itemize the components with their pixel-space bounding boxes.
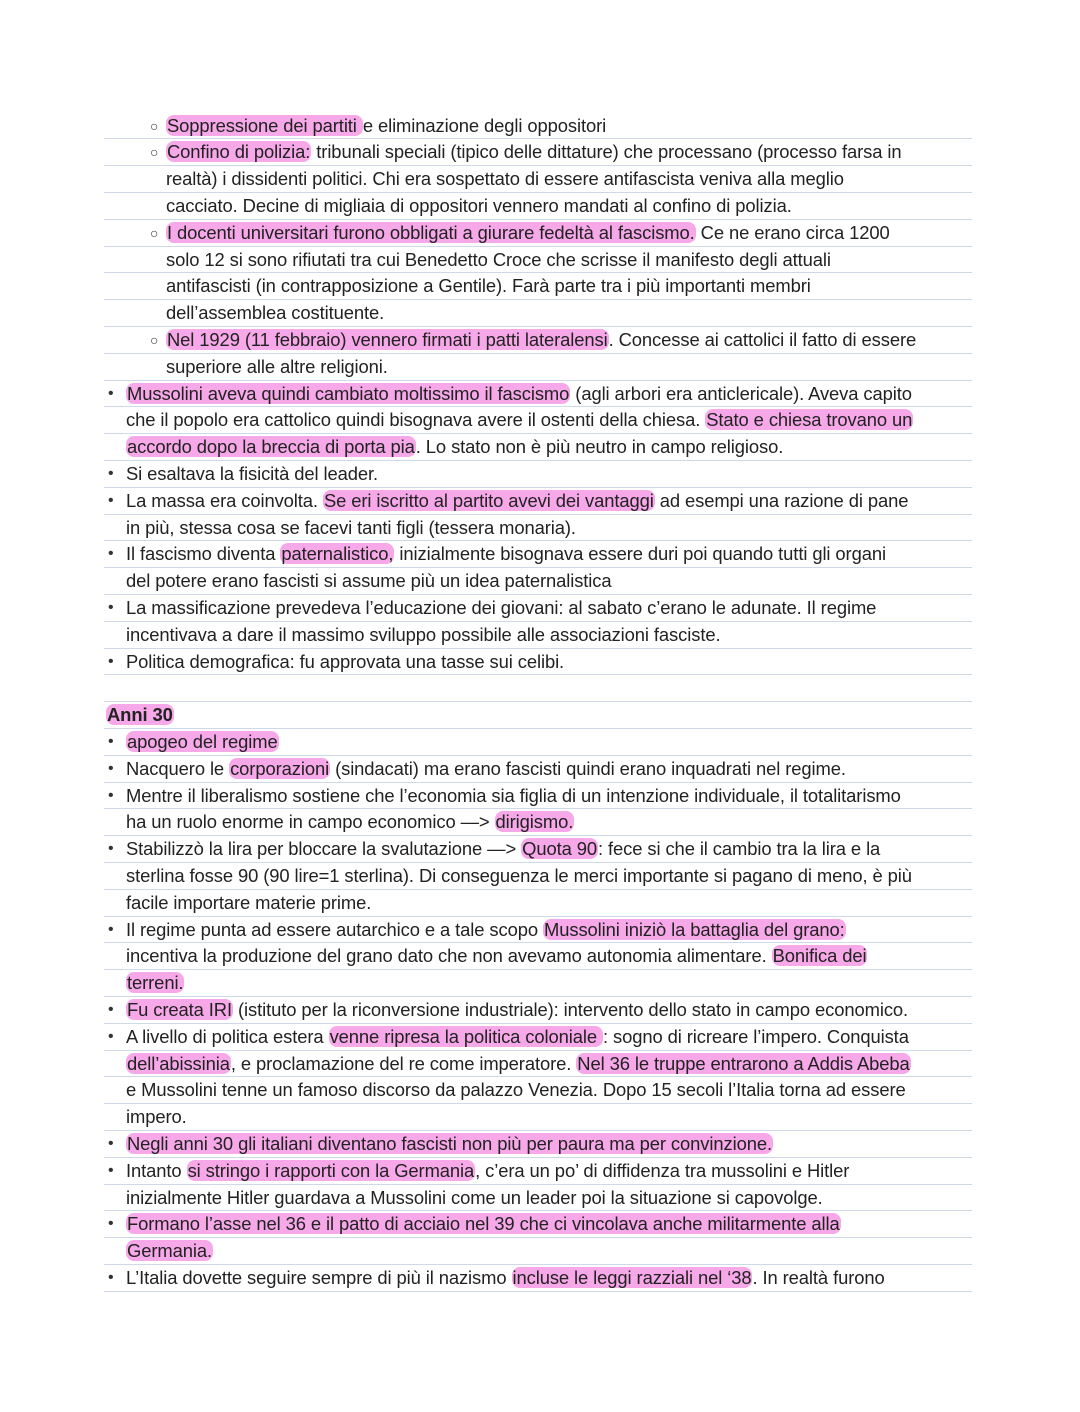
sub-bullet-marker: ○ (150, 332, 159, 348)
text-segment: ad esempi una razione di pane (654, 489, 909, 511)
note-line (126, 997, 908, 1024)
highlighted-text: Anni 30 (107, 704, 173, 726)
note-line (126, 381, 912, 408)
note-line (126, 970, 184, 997)
note-line (126, 1158, 849, 1185)
bullet-marker: • (108, 733, 114, 750)
text-segment: La massificazione prevedeva l’educazione dei giovani: al sabato c’erano le adunate. Il regime (126, 597, 877, 618)
highlighted-text: Stato e chiesa trovano un (706, 409, 913, 431)
ruled-line (104, 970, 972, 997)
text-segment: Intanto (126, 1159, 187, 1181)
text-segment: Il fascismo diventa (126, 543, 281, 565)
bullet-marker: • (108, 384, 114, 402)
text-segment: incentivava a dare il massimo sviluppo possibile alle associazioni fasciste. (126, 623, 721, 645)
note-line (126, 649, 564, 676)
highlighted-text: Se eri iscritto al partito avevi dei vantaggi (323, 489, 654, 511)
note-line (126, 809, 574, 836)
note-line (166, 113, 606, 140)
text-segment: ha un ruolo enorme in campo economico —> (126, 811, 495, 833)
highlighted-text: Formano l’asse nel 36 e il patto di acciaio nel 39 che ci vincolava anche militarmente alla (127, 1213, 840, 1235)
bullet-marker: • (108, 786, 114, 804)
note-line (126, 783, 901, 810)
text-segment: . Concesse ai cattolici il fatto di essere (608, 329, 917, 350)
sub-bullet-marker: ○ (150, 224, 159, 241)
text-segment: incentiva la produzione del grano dato che non avevamo autonomia alimentare. (126, 945, 772, 967)
text-segment: inizialmente Hitler guardava a Mussolini come un leader poi la situazione si capovolge. (126, 1186, 823, 1208)
note-line (126, 1131, 773, 1158)
note-line (166, 220, 890, 247)
note-line (126, 1211, 841, 1238)
bullet-marker: • (108, 1215, 114, 1233)
sub-bullet-marker: ○ (150, 117, 159, 134)
text-segment: Ce ne erano circa 1200 (695, 221, 890, 243)
text-segment: tribunali speciali (tipico delle dittature) che processano (processo farsa in (311, 141, 902, 163)
highlighted-text: terreni. (127, 972, 184, 994)
text-segment: e Mussolini tenne un famoso discorso da palazzo Venezia. Dopo 15 secoli l’Italia torna ad essere (126, 1079, 906, 1101)
note-line (166, 247, 831, 274)
text-segment: sterlina fosse 90 (90 lire=1 sterlina). Di conseguenza le merci importante si pagano di meno, è più (126, 865, 912, 886)
text-segment: Mentre il liberalismo sostiene che l’economia sia figlia di un intenzione individuale, il totalitarismo (126, 784, 901, 806)
highlighted-text: Negli anni 30 gli italiani diventano fascisti non più per paura ma per convinzione. (127, 1133, 772, 1154)
sub-bullet-marker: ○ (150, 144, 159, 161)
text-segment: : fece si che il cambio tra la lira e la (597, 838, 881, 860)
highlighted-text: dell’abissinia (127, 1052, 230, 1074)
bullet-marker: • (108, 840, 114, 858)
text-segment: superiore alle altre religioni. (166, 355, 388, 377)
text-segment: , e proclamazione del re come imperatore. (230, 1052, 577, 1074)
bullet-marker: • (108, 920, 114, 938)
text-segment: del potere erano fascisti si assume più un idea paternalistica (126, 570, 612, 592)
text-segment: antifascisti (in contrapposizione a Gentile). Farà parte tra i più importanti membri (166, 275, 811, 297)
text-segment: A livello di politica estera (126, 1025, 329, 1047)
text-segment: Il regime punta ad essere autarchico e a tale scopo (126, 918, 544, 940)
note-line (126, 488, 908, 515)
ruled-line (104, 675, 972, 702)
text-segment: Nacquero le (126, 757, 230, 779)
text-segment: Si esaltava la fisicità del leader. (126, 463, 379, 484)
note-line (126, 622, 720, 649)
bullet-marker: • (108, 1269, 114, 1286)
highlighted-text: paternalistico, (281, 543, 394, 565)
note-line (126, 595, 876, 622)
note-line (166, 273, 811, 300)
bullet-marker: • (108, 1161, 114, 1179)
highlighted-text: Soppressione dei partiti (167, 114, 362, 136)
note-line (126, 890, 371, 917)
highlighted-text: apogeo del regime (127, 731, 278, 752)
ruled-line (104, 1104, 972, 1131)
text-segment: cacciato. Decine di migliaia di oppositori vennero mandati al confino di polizia. (166, 195, 792, 216)
note-line (126, 461, 378, 488)
bullet-marker: • (108, 465, 114, 482)
note-line (126, 1051, 911, 1078)
highlighted-text: accordo dopo la breccia di porta pia (127, 436, 415, 458)
highlighted-text: Germania. (127, 1240, 212, 1262)
highlighted-text: incluse le leggi razziali nel ‘38 (512, 1267, 752, 1288)
note-line (126, 863, 912, 890)
text-segment: (agli arbori era anticlericale). Aveva capito (570, 382, 912, 404)
bullet-marker: • (108, 1027, 114, 1045)
note-line (126, 943, 867, 970)
section-heading (106, 702, 174, 729)
note-line (126, 1238, 213, 1265)
text-segment: : sogno di ricreare l’impero. Conquista (603, 1025, 909, 1047)
highlighted-text: Quota 90 (522, 838, 597, 860)
text-segment: dell’assemblea costituente. (166, 302, 385, 324)
note-line (126, 568, 612, 595)
note-line (126, 1024, 909, 1051)
highlighted-text: Mussolini aveva quindi cambiato moltissimo il fascismo (127, 382, 570, 404)
text-segment: L’Italia dovette seguire sempre di più il nazismo (126, 1267, 512, 1288)
text-segment: facile importare materie prime. (126, 891, 372, 913)
bullet-marker: • (108, 1135, 114, 1152)
note-line (126, 756, 846, 783)
note-line (166, 166, 844, 193)
bullet-marker: • (108, 599, 114, 616)
text-segment: (istituto per la riconversione industriale): intervento dello stato in campo economico. (233, 999, 909, 1020)
highlighted-text: venne ripresa la politica coloniale (329, 1025, 602, 1047)
highlighted-text: Mussolini iniziò la battaglia del grano: (544, 918, 845, 940)
highlighted-text: Confino di polizia: (167, 141, 311, 163)
ruled-line (104, 702, 972, 729)
text-segment: . In realtà furono (752, 1267, 885, 1288)
ruled-line (104, 1238, 972, 1265)
note-line (126, 434, 783, 461)
bullet-marker: • (108, 1001, 114, 1018)
bullet-marker: • (108, 652, 114, 670)
highlighted-text: corporazioni (230, 757, 330, 779)
note-line (126, 917, 846, 944)
text-segment: Politica demografica: fu approvata una tasse sui celibi. (126, 650, 565, 672)
text-segment: . Lo stato non è più neutro in campo religioso. (415, 436, 784, 458)
note-line (166, 354, 388, 381)
note-line (126, 1265, 885, 1292)
highlighted-text: I docenti universitari furono obbligati a giurare fedeltà al fascismo. (167, 221, 695, 243)
text-segment: La massa era coinvolta. (126, 489, 323, 511)
text-segment: Stabilizzò la lira per bloccare la svalutazione —> (126, 838, 522, 860)
text-segment: realtà) i dissidenti politici. Chi era sospettato di essere antifascista veniva alla meglio (166, 168, 844, 190)
text-segment: e eliminazione degli oppositori (362, 114, 607, 136)
text-segment: inizialmente bisognava essere duri poi quando tutti gli organi (394, 543, 886, 565)
note-line (126, 1104, 187, 1131)
highlighted-text: Fu creata IRI (127, 999, 232, 1020)
bullet-marker: • (108, 759, 114, 777)
highlighted-text: Bonifica dei (772, 945, 867, 967)
text-segment: solo 12 si sono rifiutati tra cui Benedetto Croce che scrisse il manifesto degli attuali (166, 248, 831, 270)
note-line (126, 541, 886, 568)
note-line (126, 1077, 906, 1104)
bullet-marker: • (108, 491, 114, 509)
note-line (166, 327, 916, 354)
highlighted-text: Nel 36 le truppe entrarono a Addis Abeba (577, 1052, 910, 1074)
text-segment: che il popolo era cattolico quindi bisognava avere il ostenti della chiesa. (126, 409, 706, 431)
note-line (126, 407, 913, 434)
text-segment: , c’era un po’ di diffidenza tra mussolini e Hitler (475, 1159, 850, 1181)
note-line (126, 515, 576, 542)
highlighted-text: Nel 1929 (11 febbraio) vennero firmati i patti lateralensi (167, 329, 608, 350)
bullet-marker: • (108, 545, 114, 563)
note-line (126, 1185, 823, 1212)
highlighted-text: si stringo i rapporti con la Germania (187, 1159, 475, 1181)
note-line (126, 836, 880, 863)
note-line (166, 300, 384, 327)
note-line (126, 729, 279, 756)
text-segment: (sindacati) ma erano fascisti quindi erano inquadrati nel regime. (330, 757, 846, 779)
note-line (166, 193, 792, 220)
note-line (166, 139, 901, 166)
text-segment: impero. (126, 1106, 187, 1128)
text-segment: in più, stessa cosa se facevi tanti figli (tessera monaria). (126, 516, 576, 538)
highlighted-text: dirigismo. (495, 811, 574, 833)
